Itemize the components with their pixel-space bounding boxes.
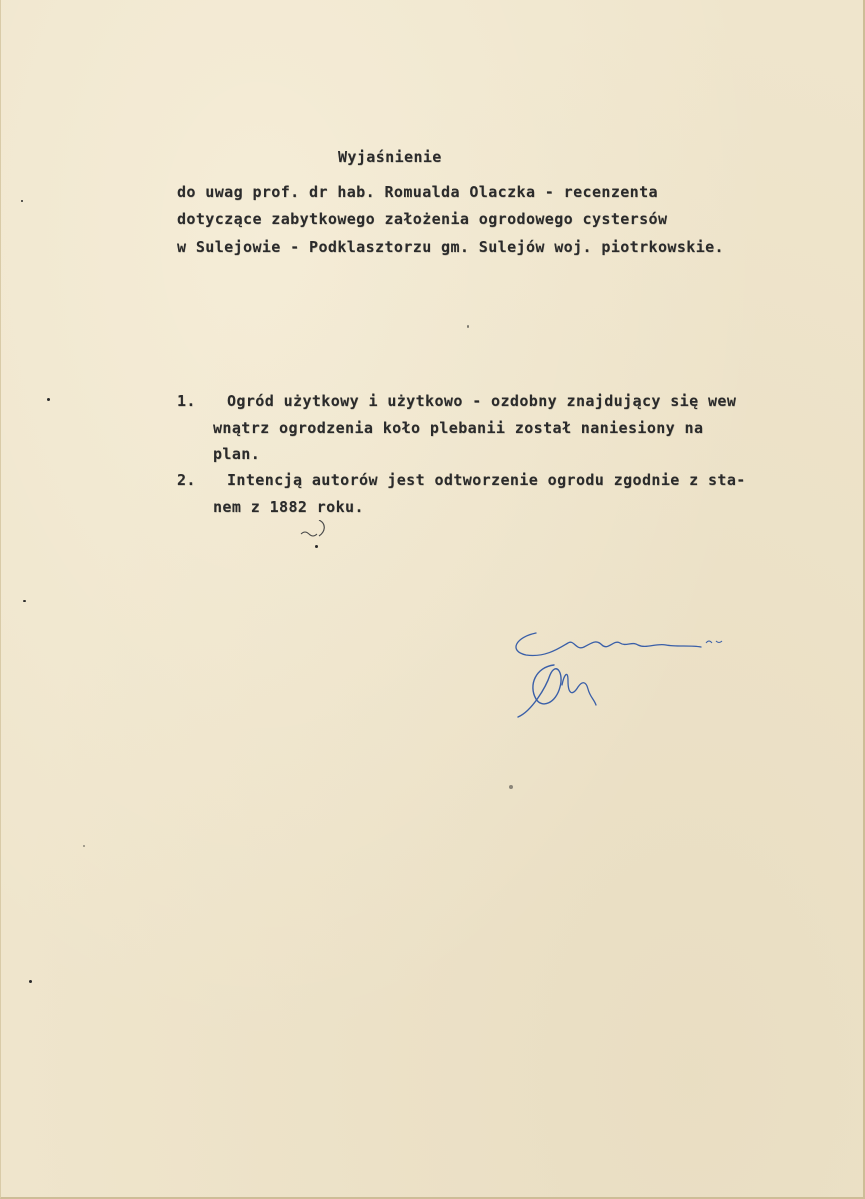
paper-speck [467,325,469,328]
heading-line-2: dotyczące zabytkowego założenia ogrodowego cystersów [177,210,668,228]
paper-speck [47,398,50,401]
paper-speck [315,545,318,548]
document-title: Wyjaśnienie [338,148,442,166]
heading-line-1: do uwag prof. dr hab. Romualda Olaczka - recenzenta [177,183,658,201]
paper-speck [23,600,26,602]
item-1-line-1: Ogród użytkowy i użytkowo - ozdobny znajdujący się wew [227,392,737,410]
pen-correction-mark [297,520,357,560]
item-2-line-1: Intencją autorów jest odtworzenie ogrodu zgodnie z sta- [227,471,746,489]
paper-speck [29,980,32,983]
item-2-line-2: nem z 1882 roku. [213,498,364,516]
item-1-number: 1. [177,392,196,410]
handwritten-signature [506,625,736,725]
paper-speck [83,845,85,847]
paper-speck [509,785,513,789]
item-1-line-3: plan. [213,445,261,463]
paper-speck [21,200,23,202]
item-2-number: 2. [177,471,196,489]
heading-line-3: w Sulejowie - Podklasztorzu gm. Sulejów woj. piotrkowskie. [177,238,724,256]
item-1-line-2: wnątrz ogrodzenia koło plebanii został naniesiony na [213,419,704,437]
